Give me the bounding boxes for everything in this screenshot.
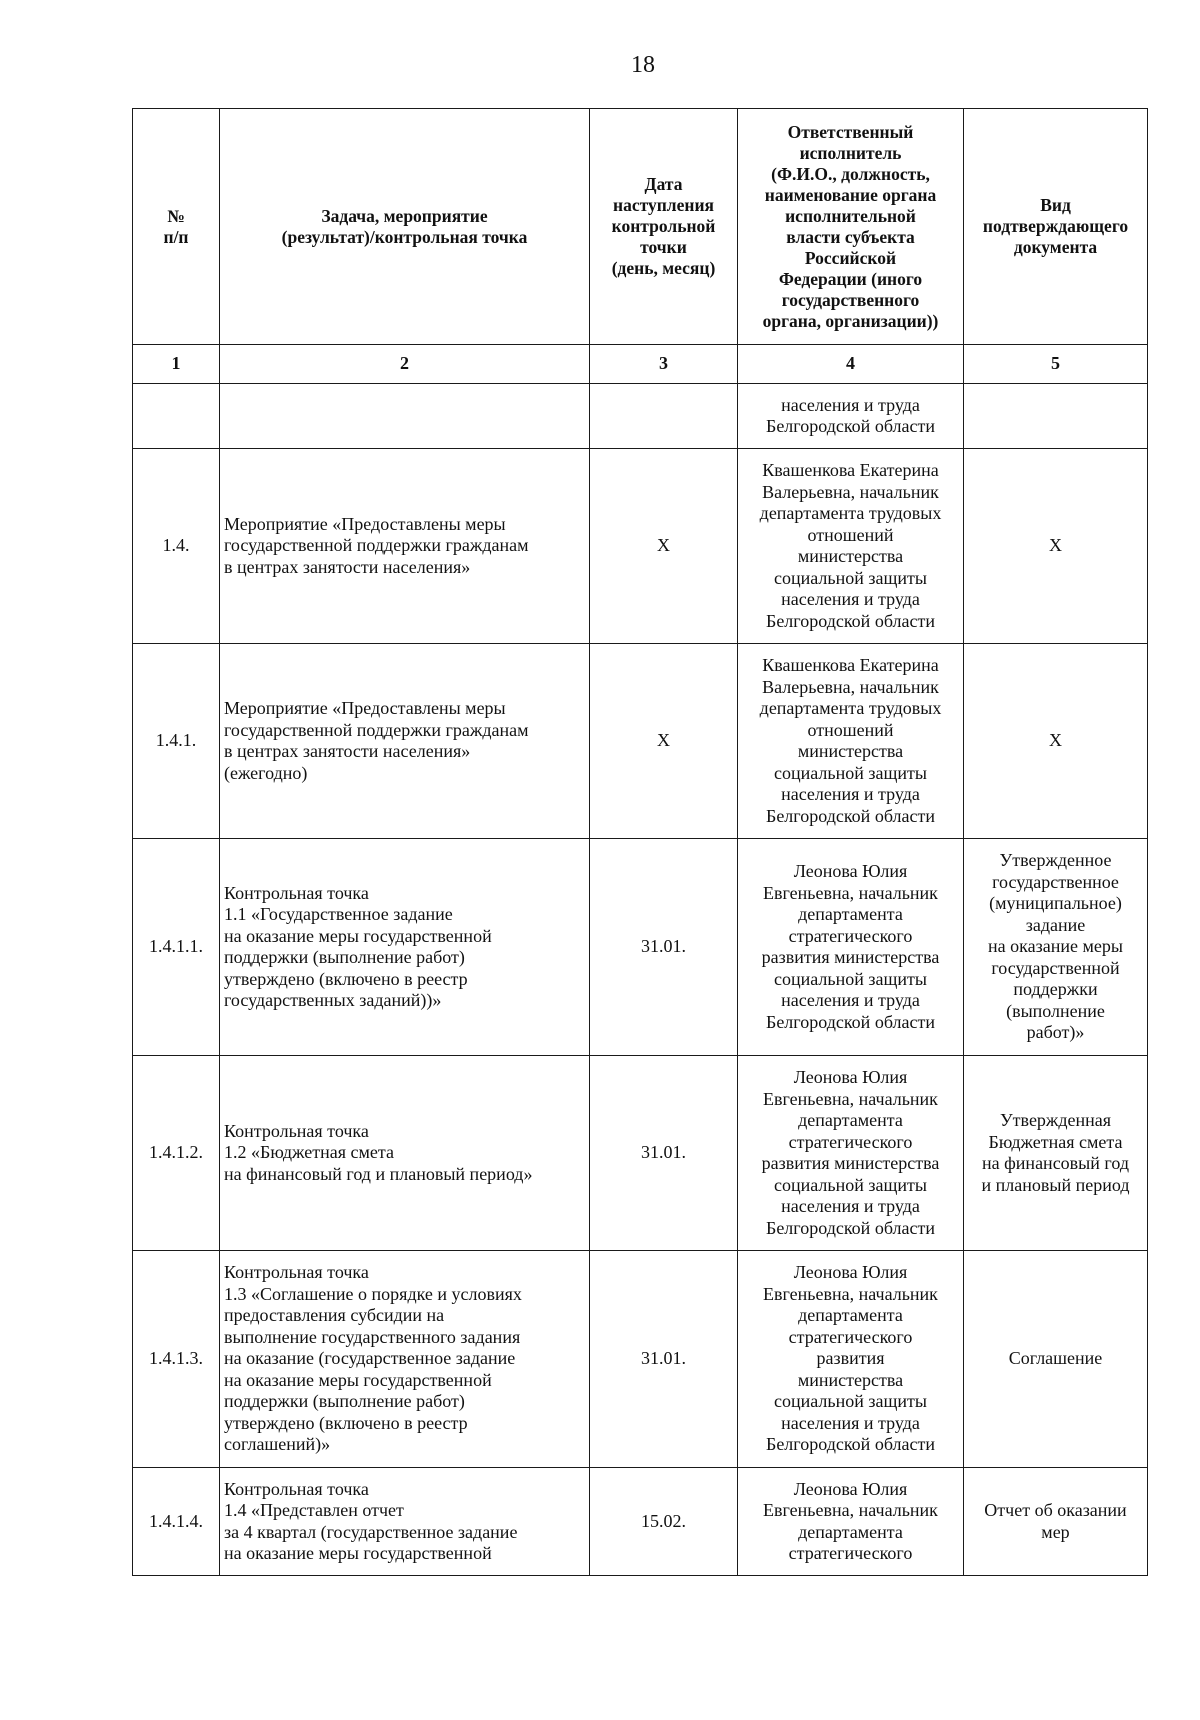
row-document: Соглашение <box>964 1251 1148 1468</box>
row-task: Контрольная точка 1.4 «Представлен отчет за 4 квартал (государственное задание на оказание меры государственной <box>220 1468 590 1576</box>
page-number: 18 <box>631 52 655 78</box>
row-date: 31.01. <box>590 1251 738 1468</box>
row-number: 1.4.1.2. <box>133 1056 220 1251</box>
row-number: 1.4.1.4. <box>133 1468 220 1576</box>
row-task: Мероприятие «Предоставлены меры государственной поддержки гражданам в центрах занятости населения» (ежегодно) <box>220 644 590 839</box>
column-number: 5 <box>964 345 1148 384</box>
row-task: Мероприятие «Предоставлены меры государственной поддержки гражданам в центрах занятости населения» <box>220 449 590 644</box>
row-date: 31.01. <box>590 839 738 1056</box>
row-responsible: Леонова Юлия Евгеньевна, начальник департамента стратегического развития министерства социальной защиты населения и труда Белгородской области <box>738 1251 964 1468</box>
table-row <box>133 1468 1148 1576</box>
row-number: 1.4. <box>133 449 220 644</box>
row-document: Х <box>964 644 1148 839</box>
row-responsible: населения и труда Белгородской области <box>738 384 964 449</box>
table-row <box>133 1251 1148 1468</box>
column-number: 1 <box>133 345 220 384</box>
table-row <box>133 384 1148 449</box>
table-row <box>133 1056 1148 1251</box>
column-number: 4 <box>738 345 964 384</box>
row-document <box>964 384 1148 449</box>
row-document: Х <box>964 449 1148 644</box>
control-points-table <box>132 108 1148 1576</box>
table-row <box>133 839 1148 1056</box>
row-number <box>133 384 220 449</box>
table-row <box>133 644 1148 839</box>
row-document: Отчет об оказании мер <box>964 1468 1148 1576</box>
row-date: 31.01. <box>590 1056 738 1251</box>
row-task: Контрольная точка 1.2 «Бюджетная смета на финансовый год и плановый период» <box>220 1056 590 1251</box>
header-task: Задача, мероприятие (результат)/контрольная точка <box>220 109 590 345</box>
row-task: Контрольная точка 1.3 «Соглашение о порядке и условиях предоставления субсидии на выполнение государственного задания на оказание (государственное задание на оказание меры государственной поддержки (выполнение работ) утверждено (включено в реестр соглашений)» <box>220 1251 590 1468</box>
table-row <box>133 449 1148 644</box>
column-numbers-row <box>133 345 1148 384</box>
header-responsible: Ответственный исполнитель (Ф.И.О., должность, наименование органа исполнительной власти субъекта Российской Федерации (иного государственного органа, организации)) <box>738 109 964 345</box>
row-task <box>220 384 590 449</box>
row-task: Контрольная точка 1.1 «Государственное задание на оказание меры государственной поддержки (выполнение работ) утверждено (включено в реестр государственных заданий))» <box>220 839 590 1056</box>
header-row <box>133 109 1148 345</box>
row-responsible: Квашенкова Екатерина Валерьевна, начальник департамента трудовых отношений министерства социальной защиты населения и труда Белгородской области <box>738 449 964 644</box>
row-date: Х <box>590 644 738 839</box>
column-number: 3 <box>590 345 738 384</box>
header-number: № п/п <box>133 109 220 345</box>
row-date <box>590 384 738 449</box>
row-date: Х <box>590 449 738 644</box>
row-number: 1.4.1.3. <box>133 1251 220 1468</box>
row-date: 15.02. <box>590 1468 738 1576</box>
row-responsible: Леонова Юлия Евгеньевна, начальник департамента стратегического развития министерства социальной защиты населения и труда Белгородской области <box>738 839 964 1056</box>
row-document: Утвержденная Бюджетная смета на финансовый год и плановый период <box>964 1056 1148 1251</box>
row-number: 1.4.1. <box>133 644 220 839</box>
header-date: Дата наступления контрольной точки (день, месяц) <box>590 109 738 345</box>
row-document: Утвержденное государственное (муниципальное) задание на оказание меры государственной поддержки (выполнение работ)» <box>964 839 1148 1056</box>
row-responsible: Леонова Юлия Евгеньевна, начальник департамента стратегического развития министерства социальной защиты населения и труда Белгородской области <box>738 1056 964 1251</box>
column-number: 2 <box>220 345 590 384</box>
row-number: 1.4.1.1. <box>133 839 220 1056</box>
header-document: Вид подтверждающего документа <box>964 109 1148 345</box>
row-responsible: Квашенкова Екатерина Валерьевна, начальник департамента трудовых отношений министерства социальной защиты населения и труда Белгородской области <box>738 644 964 839</box>
row-responsible: Леонова Юлия Евгеньевна, начальник департамента стратегического <box>738 1468 964 1576</box>
